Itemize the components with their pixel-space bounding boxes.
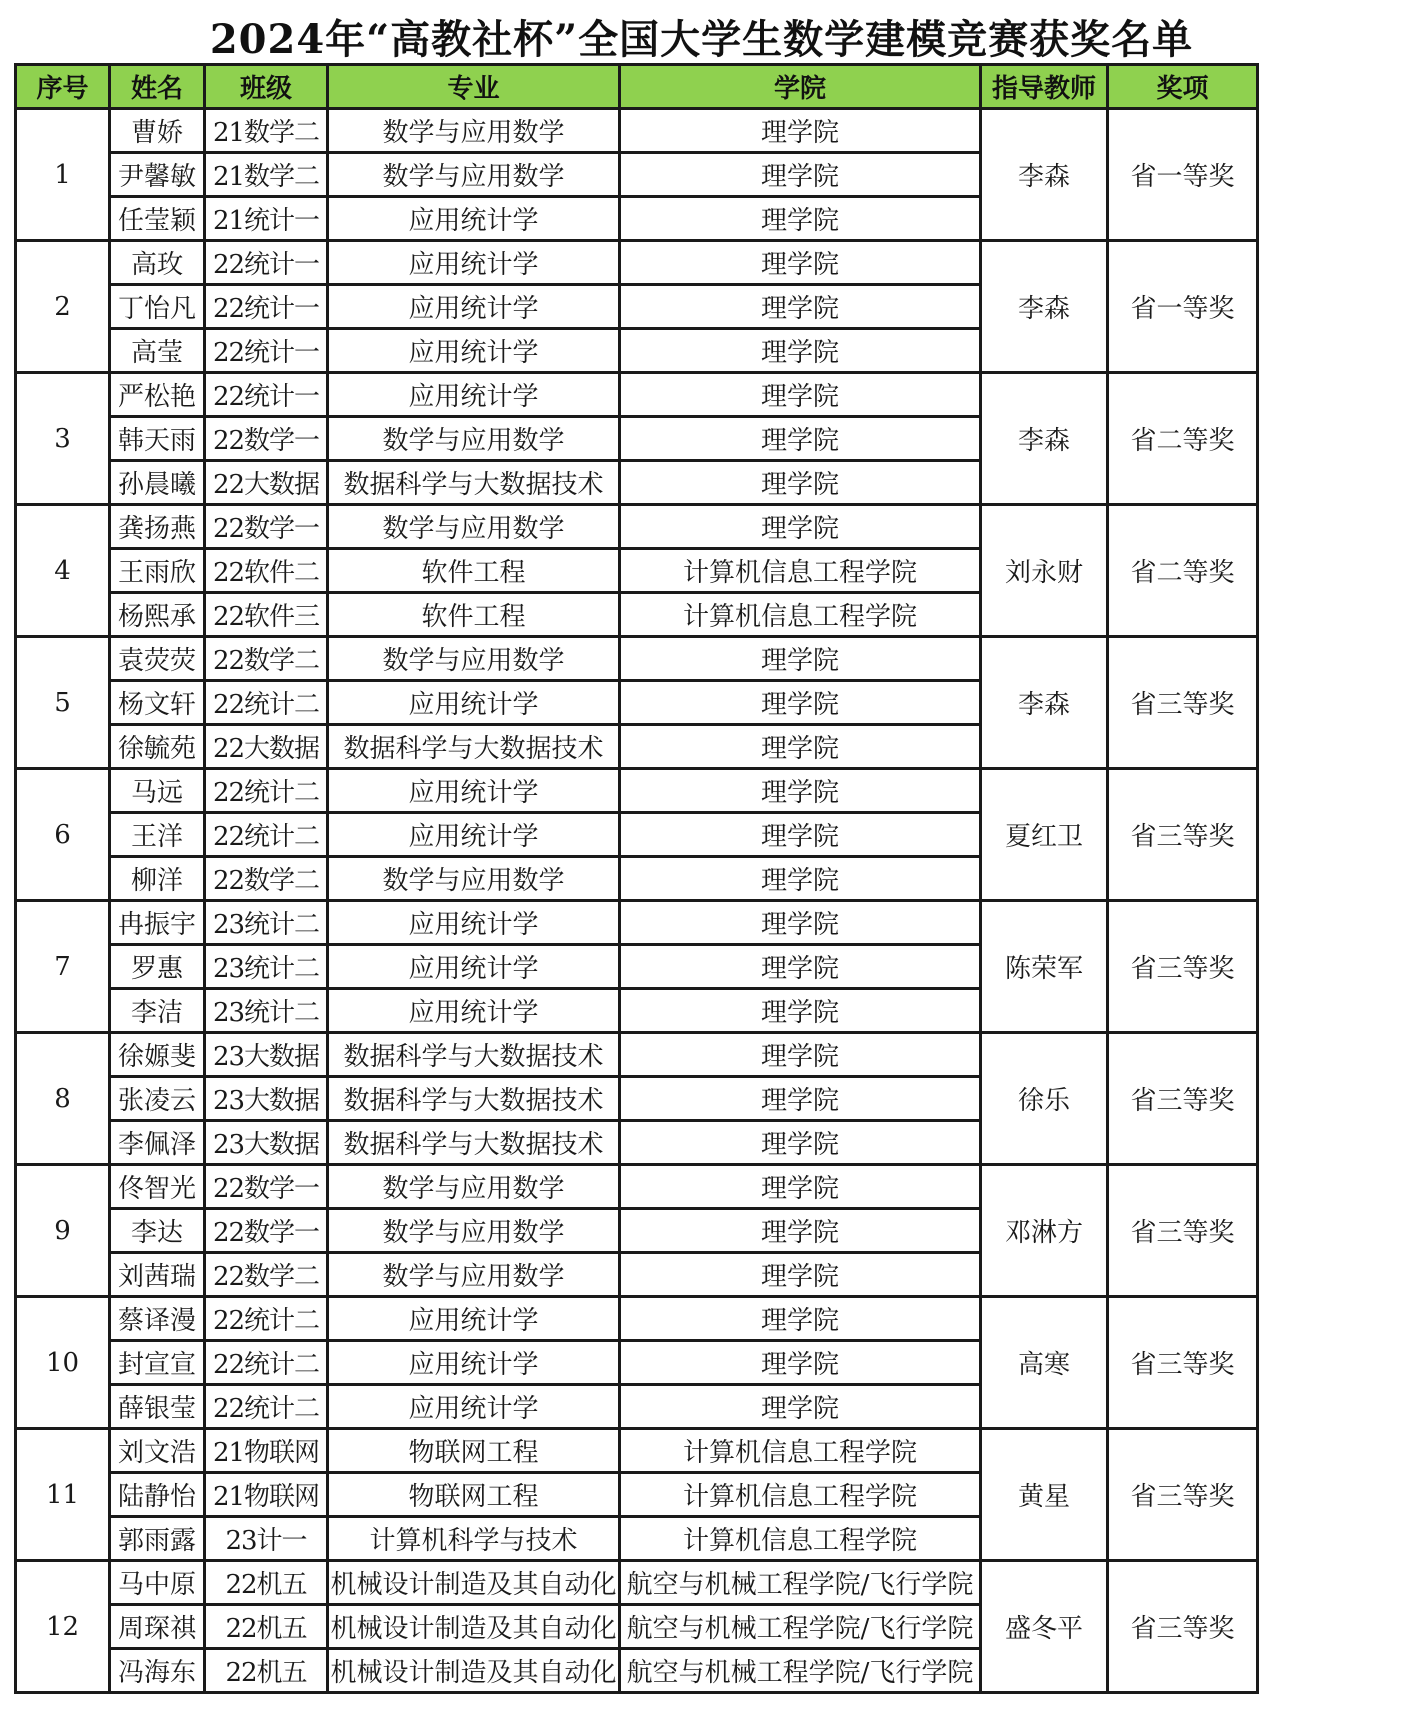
award-level: 省二等奖: [1108, 505, 1258, 637]
student-college: 理学院: [620, 109, 981, 153]
header-no: 序号: [16, 65, 110, 109]
student-class: 21数学二: [205, 153, 328, 197]
student-name: 杨熙承: [110, 593, 205, 637]
student-major: 数学与应用数学: [328, 637, 620, 681]
student-name: 马中原: [110, 1561, 205, 1605]
student-class: 21物联网: [205, 1473, 328, 1517]
table-row: [16, 373, 1258, 417]
header-row: [16, 65, 1258, 109]
award-level: 省三等奖: [1108, 901, 1258, 1033]
student-name: 陆静怡: [110, 1473, 205, 1517]
student-name: 柳洋: [110, 857, 205, 901]
group-number: 2: [16, 241, 110, 373]
student-college: 理学院: [620, 1033, 981, 1077]
student-major: 数学与应用数学: [328, 1165, 620, 1209]
student-class: 22数学二: [205, 637, 328, 681]
student-name: 周琛祺: [110, 1605, 205, 1649]
student-class: 22统计二: [205, 813, 328, 857]
student-major: 应用统计学: [328, 1385, 620, 1429]
student-college: 理学院: [620, 989, 981, 1033]
advisor-name: 李森: [981, 241, 1108, 373]
student-name: 龚扬燕: [110, 505, 205, 549]
student-major: 数据科学与大数据技术: [328, 461, 620, 505]
student-name: 尹馨敏: [110, 153, 205, 197]
student-class: 23统计二: [205, 945, 328, 989]
student-major: 机械设计制造及其自动化: [328, 1605, 620, 1649]
student-class: 22数学一: [205, 1165, 328, 1209]
student-major: 机械设计制造及其自动化: [328, 1561, 620, 1605]
student-major: 数学与应用数学: [328, 505, 620, 549]
award-level: 省一等奖: [1108, 241, 1258, 373]
student-college: 理学院: [620, 285, 981, 329]
header-class: 班级: [205, 65, 328, 109]
header-name: 姓名: [110, 65, 205, 109]
student-name: 任莹颖: [110, 197, 205, 241]
student-name: 薛银莹: [110, 1385, 205, 1429]
student-class: 22统计二: [205, 681, 328, 725]
student-name: 李佩泽: [110, 1121, 205, 1165]
student-name: 王洋: [110, 813, 205, 857]
student-name: 严松艳: [110, 373, 205, 417]
student-major: 应用统计学: [328, 197, 620, 241]
group-number: 10: [16, 1297, 110, 1429]
student-major: 数学与应用数学: [328, 1209, 620, 1253]
student-class: 22统计二: [205, 769, 328, 813]
student-college: 理学院: [620, 197, 981, 241]
student-class: 22大数据: [205, 725, 328, 769]
student-name: 冉振宇: [110, 901, 205, 945]
student-class: 22大数据: [205, 461, 328, 505]
student-college: 理学院: [620, 505, 981, 549]
table-body: [16, 109, 1258, 1693]
student-class: 22统计二: [205, 1385, 328, 1429]
student-class: 22统计二: [205, 1341, 328, 1385]
student-class: 23统计二: [205, 901, 328, 945]
table-row: [16, 1165, 1258, 1209]
student-class: 22机五: [205, 1561, 328, 1605]
student-class: 22数学一: [205, 1209, 328, 1253]
group-number: 1: [16, 109, 110, 241]
student-class: 22统计一: [205, 329, 328, 373]
student-college: 计算机信息工程学院: [620, 1473, 981, 1517]
advisor-name: 邓淋方: [981, 1165, 1108, 1297]
student-class: 22统计一: [205, 285, 328, 329]
student-college: 航空与机械工程学院/飞行学院: [620, 1605, 981, 1649]
student-college: 理学院: [620, 1121, 981, 1165]
student-class: 22数学二: [205, 1253, 328, 1297]
student-class: 22数学一: [205, 417, 328, 461]
student-major: 数学与应用数学: [328, 1253, 620, 1297]
student-college: 理学院: [620, 1341, 981, 1385]
student-major: 应用统计学: [328, 329, 620, 373]
student-college: 理学院: [620, 1077, 981, 1121]
student-major: 数学与应用数学: [328, 153, 620, 197]
student-college: 航空与机械工程学院/飞行学院: [620, 1561, 981, 1605]
student-major: 数学与应用数学: [328, 109, 620, 153]
award-level: 省三等奖: [1108, 1429, 1258, 1561]
student-class: 21物联网: [205, 1429, 328, 1473]
student-name: 韩天雨: [110, 417, 205, 461]
student-college: 理学院: [620, 1209, 981, 1253]
student-college: 理学院: [620, 1165, 981, 1209]
student-college: 理学院: [620, 1253, 981, 1297]
student-college: 理学院: [620, 241, 981, 285]
student-college: 理学院: [620, 373, 981, 417]
award-level: 省三等奖: [1108, 1297, 1258, 1429]
student-college: 理学院: [620, 857, 981, 901]
student-name: 曹娇: [110, 109, 205, 153]
student-college: 计算机信息工程学院: [620, 593, 981, 637]
student-college: 理学院: [620, 637, 981, 681]
student-name: 袁荧荧: [110, 637, 205, 681]
table-row: [16, 1297, 1258, 1341]
student-name: 丁怡凡: [110, 285, 205, 329]
award-level: 省一等奖: [1108, 109, 1258, 241]
student-major: 应用统计学: [328, 241, 620, 285]
student-major: 应用统计学: [328, 813, 620, 857]
table-row: [16, 241, 1258, 285]
student-name: 马远: [110, 769, 205, 813]
student-college: 理学院: [620, 901, 981, 945]
student-name: 李洁: [110, 989, 205, 1033]
group-number: 7: [16, 901, 110, 1033]
header-teacher: 指导教师: [981, 65, 1108, 109]
group-number: 8: [16, 1033, 110, 1165]
advisor-name: 夏红卫: [981, 769, 1108, 901]
advisor-name: 陈荣军: [981, 901, 1108, 1033]
group-number: 5: [16, 637, 110, 769]
student-name: 孙晨曦: [110, 461, 205, 505]
student-college: 理学院: [620, 945, 981, 989]
award-level: 省三等奖: [1108, 1165, 1258, 1297]
student-major: 计算机科学与技术: [328, 1517, 620, 1561]
student-major: 应用统计学: [328, 1297, 620, 1341]
advisor-name: 刘永财: [981, 505, 1108, 637]
award-level: 省三等奖: [1108, 637, 1258, 769]
student-class: 23统计二: [205, 989, 328, 1033]
student-major: 应用统计学: [328, 945, 620, 989]
table-row: [16, 901, 1258, 945]
student-college: 理学院: [620, 417, 981, 461]
student-name: 徐毓苑: [110, 725, 205, 769]
advisor-name: 盛冬平: [981, 1561, 1108, 1693]
table-row: [16, 769, 1258, 813]
table-row: [16, 1429, 1258, 1473]
header-college: 学院: [620, 65, 981, 109]
header-major: 专业: [328, 65, 620, 109]
student-college: 理学院: [620, 1385, 981, 1429]
student-major: 应用统计学: [328, 373, 620, 417]
student-name: 蔡译漫: [110, 1297, 205, 1341]
group-number: 12: [16, 1561, 110, 1693]
student-college: 理学院: [620, 725, 981, 769]
table-row: [16, 109, 1258, 153]
table-row: [16, 1561, 1258, 1605]
student-name: 高玫: [110, 241, 205, 285]
group-number: 11: [16, 1429, 110, 1561]
student-college: 理学院: [620, 813, 981, 857]
header-award: 奖项: [1108, 65, 1258, 109]
award-level: 省三等奖: [1108, 1561, 1258, 1693]
student-major: 软件工程: [328, 593, 620, 637]
student-class: 22数学一: [205, 505, 328, 549]
student-college: 理学院: [620, 681, 981, 725]
table-row: [16, 505, 1258, 549]
student-major: 机械设计制造及其自动化: [328, 1649, 620, 1693]
student-class: 22数学二: [205, 857, 328, 901]
student-class: 22软件二: [205, 549, 328, 593]
table-row: [16, 1033, 1258, 1077]
student-college: 计算机信息工程学院: [620, 1429, 981, 1473]
student-class: 23大数据: [205, 1121, 328, 1165]
group-number: 4: [16, 505, 110, 637]
advisor-name: 李森: [981, 373, 1108, 505]
student-name: 刘文浩: [110, 1429, 205, 1473]
student-major: 数据科学与大数据技术: [328, 1077, 620, 1121]
student-class: 22机五: [205, 1649, 328, 1693]
advisor-name: 李森: [981, 637, 1108, 769]
student-college: 航空与机械工程学院/飞行学院: [620, 1649, 981, 1693]
advisor-name: 高寒: [981, 1297, 1108, 1429]
student-college: 理学院: [620, 153, 981, 197]
student-name: 张凌云: [110, 1077, 205, 1121]
student-class: 23大数据: [205, 1077, 328, 1121]
student-class: 21数学二: [205, 109, 328, 153]
student-major: 数学与应用数学: [328, 417, 620, 461]
student-major: 应用统计学: [328, 989, 620, 1033]
student-class: 21统计一: [205, 197, 328, 241]
student-major: 应用统计学: [328, 901, 620, 945]
student-name: 李达: [110, 1209, 205, 1253]
student-college: 理学院: [620, 461, 981, 505]
student-major: 数据科学与大数据技术: [328, 725, 620, 769]
award-level: 省三等奖: [1108, 769, 1258, 901]
student-name: 杨文轩: [110, 681, 205, 725]
student-major: 应用统计学: [328, 285, 620, 329]
student-name: 郭雨露: [110, 1517, 205, 1561]
student-class: 22机五: [205, 1605, 328, 1649]
student-class: 22统计一: [205, 373, 328, 417]
student-class: 22统计一: [205, 241, 328, 285]
student-name: 刘茜瑞: [110, 1253, 205, 1297]
student-major: 数据科学与大数据技术: [328, 1121, 620, 1165]
award-level: 省三等奖: [1108, 1033, 1258, 1165]
advisor-name: 李森: [981, 109, 1108, 241]
advisor-name: 黄星: [981, 1429, 1108, 1561]
group-number: 9: [16, 1165, 110, 1297]
student-name: 封宣宣: [110, 1341, 205, 1385]
student-major: 应用统计学: [328, 1341, 620, 1385]
student-major: 应用统计学: [328, 769, 620, 813]
student-name: 冯海东: [110, 1649, 205, 1693]
student-class: 22统计二: [205, 1297, 328, 1341]
student-major: 物联网工程: [328, 1429, 620, 1473]
student-major: 数学与应用数学: [328, 857, 620, 901]
student-major: 物联网工程: [328, 1473, 620, 1517]
student-name: 高莹: [110, 329, 205, 373]
page-title: 2024年“高教社杯”全国大学生数学建模竞赛获奖名单: [209, 16, 1194, 63]
group-number: 6: [16, 769, 110, 901]
student-name: 徐嫄斐: [110, 1033, 205, 1077]
award-table: [14, 63, 1259, 1694]
student-major: 数据科学与大数据技术: [328, 1033, 620, 1077]
student-class: 22软件三: [205, 593, 328, 637]
student-college: 理学院: [620, 769, 981, 813]
student-college: 理学院: [620, 329, 981, 373]
student-name: 罗惠: [110, 945, 205, 989]
student-college: 理学院: [620, 1297, 981, 1341]
student-name: 佟智光: [110, 1165, 205, 1209]
student-major: 软件工程: [328, 549, 620, 593]
student-class: 23大数据: [205, 1033, 328, 1077]
advisor-name: 徐乐: [981, 1033, 1108, 1165]
award-level: 省二等奖: [1108, 373, 1258, 505]
student-major: 应用统计学: [328, 681, 620, 725]
student-class: 23计一: [205, 1517, 328, 1561]
table-row: [16, 637, 1258, 681]
student-college: 计算机信息工程学院: [620, 1517, 981, 1561]
student-name: 王雨欣: [110, 549, 205, 593]
student-college: 计算机信息工程学院: [620, 549, 981, 593]
group-number: 3: [16, 373, 110, 505]
